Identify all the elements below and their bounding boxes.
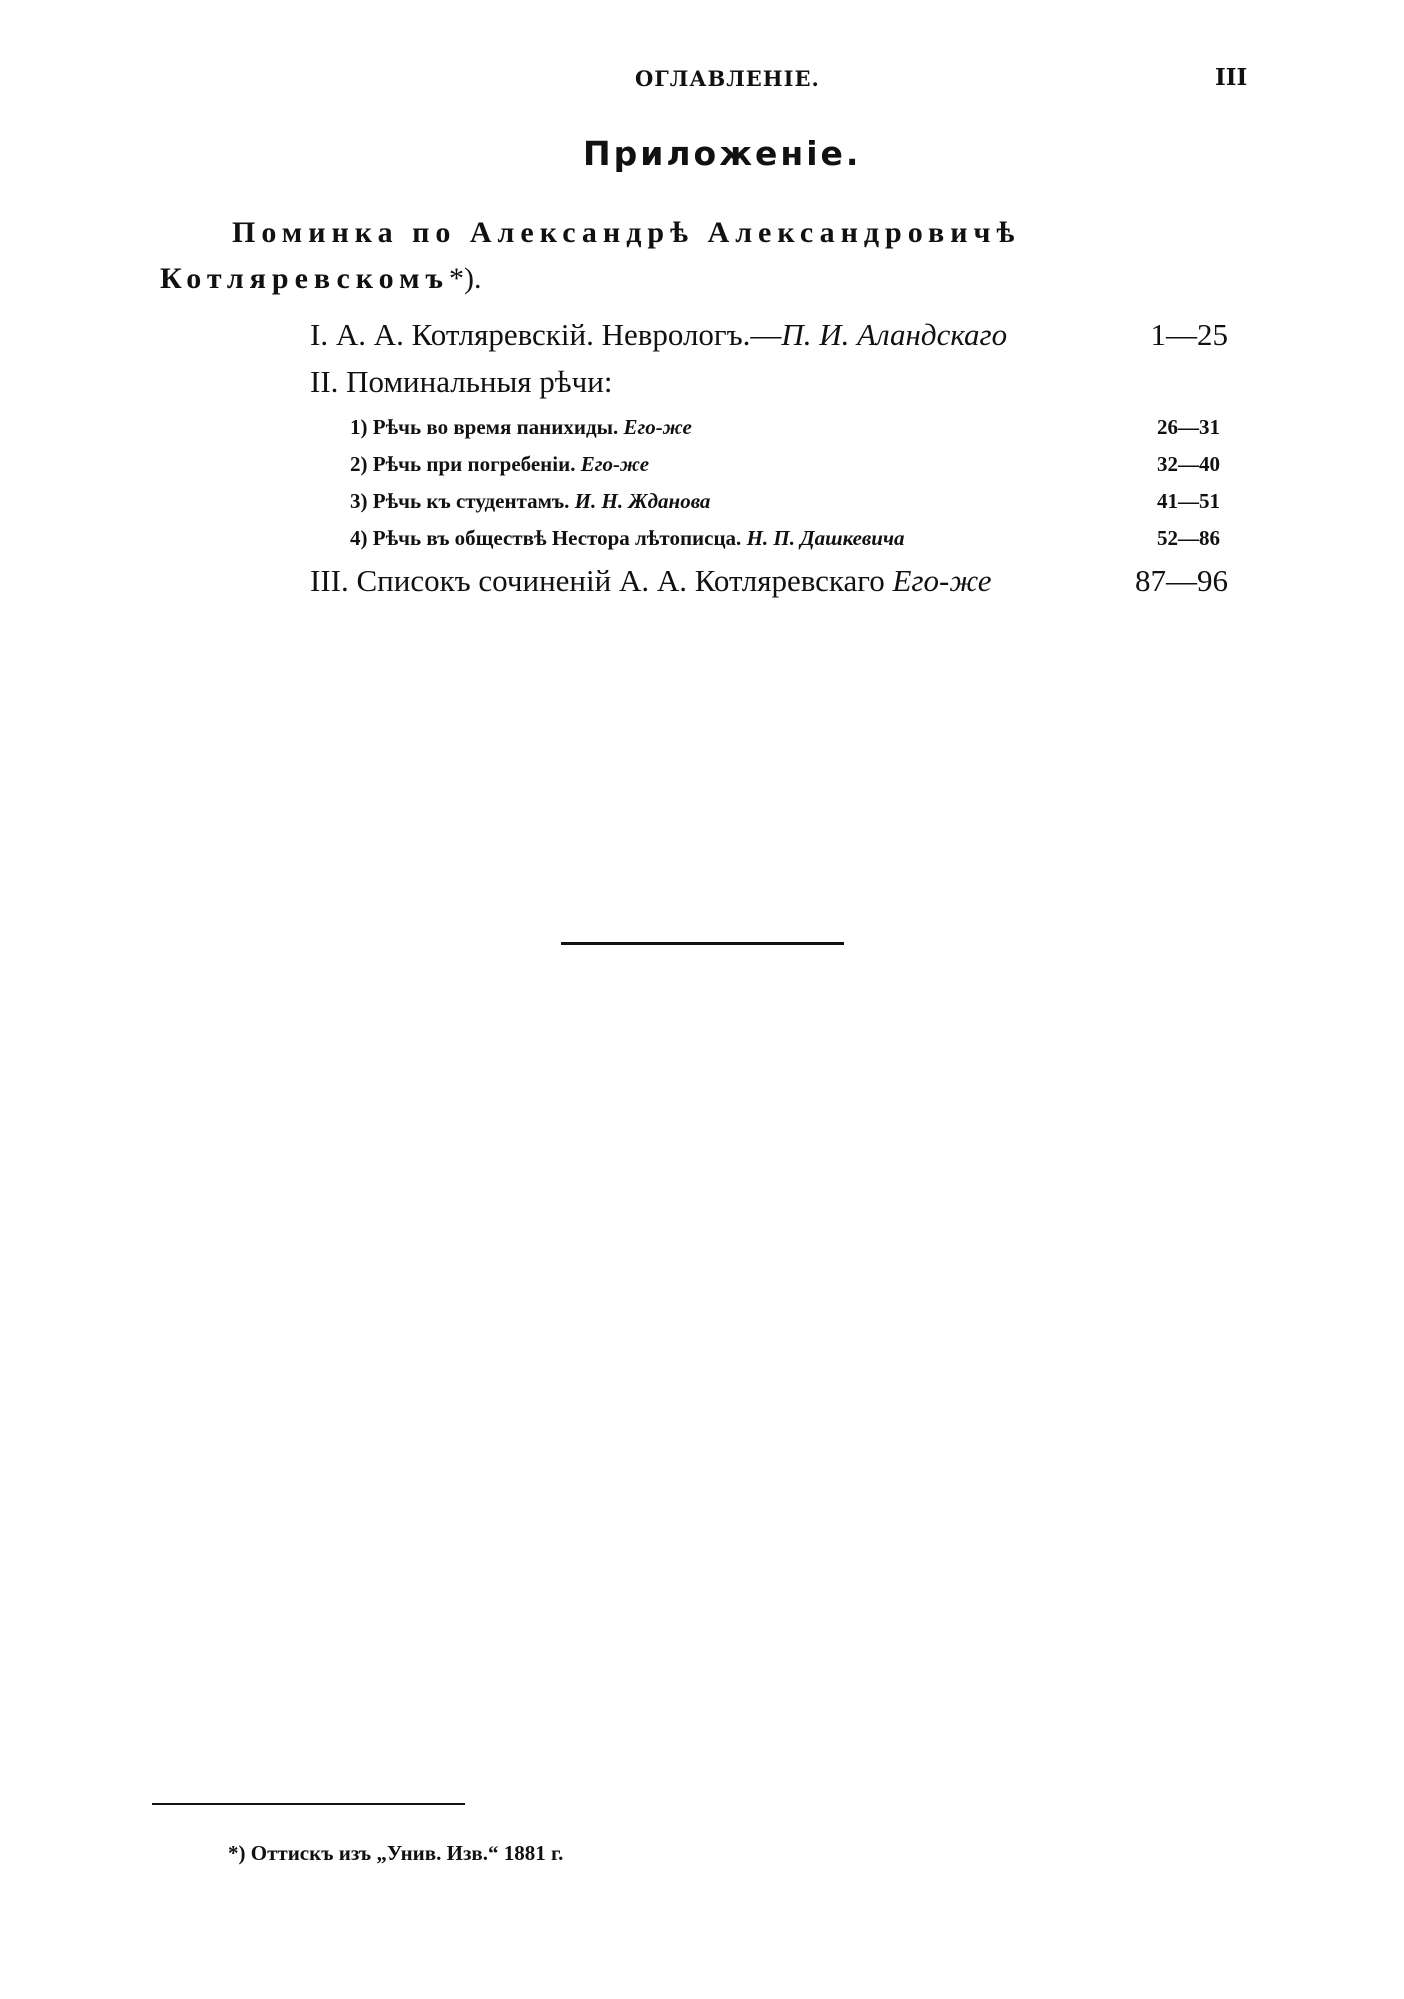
toc-subentry-title: 1) Рѣчь во время панихиды.	[350, 415, 619, 439]
section-divider-rule	[561, 942, 844, 945]
toc-entry-3[interactable]	[310, 563, 1228, 599]
toc-subentry-author: Его-же	[580, 452, 650, 476]
footnote-rule	[152, 1803, 465, 1805]
toc-subentry-author: Его-же	[623, 415, 692, 439]
toc-subentry-title: 3) Рѣчь къ студентамъ.	[350, 489, 570, 513]
toc-subentry-author: И. Н. Жданова	[574, 489, 711, 513]
toc-entry-1[interactable]	[310, 317, 1228, 353]
footnote: *) Оттискъ изъ „Унив. Изв.“ 1881 г.	[228, 1841, 564, 1865]
running-head: ОГЛАВЛЕНІЕ.	[635, 66, 820, 91]
intro-line-1: Поминка по Александрѣ Александровичѣ	[232, 216, 1021, 249]
toc-entry-2-heading: II. Поминальныя рѣчи:	[310, 364, 613, 399]
toc-entry-pages: 1—25	[1150, 317, 1228, 352]
toc-subentry-pages: 26—31	[1157, 415, 1220, 439]
toc-entry-title: I. А. А. Котляревскій. Неврологъ.—	[310, 317, 782, 352]
toc-subentry-1[interactable]	[350, 415, 1220, 440]
intro-name: Котляревскомъ	[160, 262, 450, 295]
toc-subentry-pages: 41—51	[1157, 489, 1220, 513]
toc-subentry-title: 4) Рѣчь въ обществѣ Нестора лѣтописца.	[350, 526, 742, 550]
toc-subentry-pages: 32—40	[1157, 452, 1220, 476]
toc-subentry-pages: 52—86	[1157, 526, 1220, 550]
section-title: Приложеніе.	[583, 134, 862, 173]
toc-subentry-4[interactable]	[350, 526, 1220, 551]
toc-entry-author: Его-же	[892, 563, 992, 598]
toc-entry-pages: 87—96	[1135, 563, 1228, 598]
intro-line-2	[160, 262, 482, 296]
toc-subentry-author: Н. П. Дашкевича	[746, 526, 905, 550]
toc-entry-title: III. Списокъ сочиненій А. А. Котляревскаго	[310, 563, 885, 598]
intro-footnote-mark: *).	[449, 262, 482, 295]
toc-subentry-title: 2) Рѣчь при погребеніи.	[350, 452, 576, 476]
toc-subentry-2[interactable]	[350, 452, 1220, 477]
toc-subentry-3[interactable]	[350, 489, 1220, 514]
toc-entry-author: П. И. Аландскаго	[781, 317, 1008, 352]
page-number: III	[1215, 64, 1248, 91]
